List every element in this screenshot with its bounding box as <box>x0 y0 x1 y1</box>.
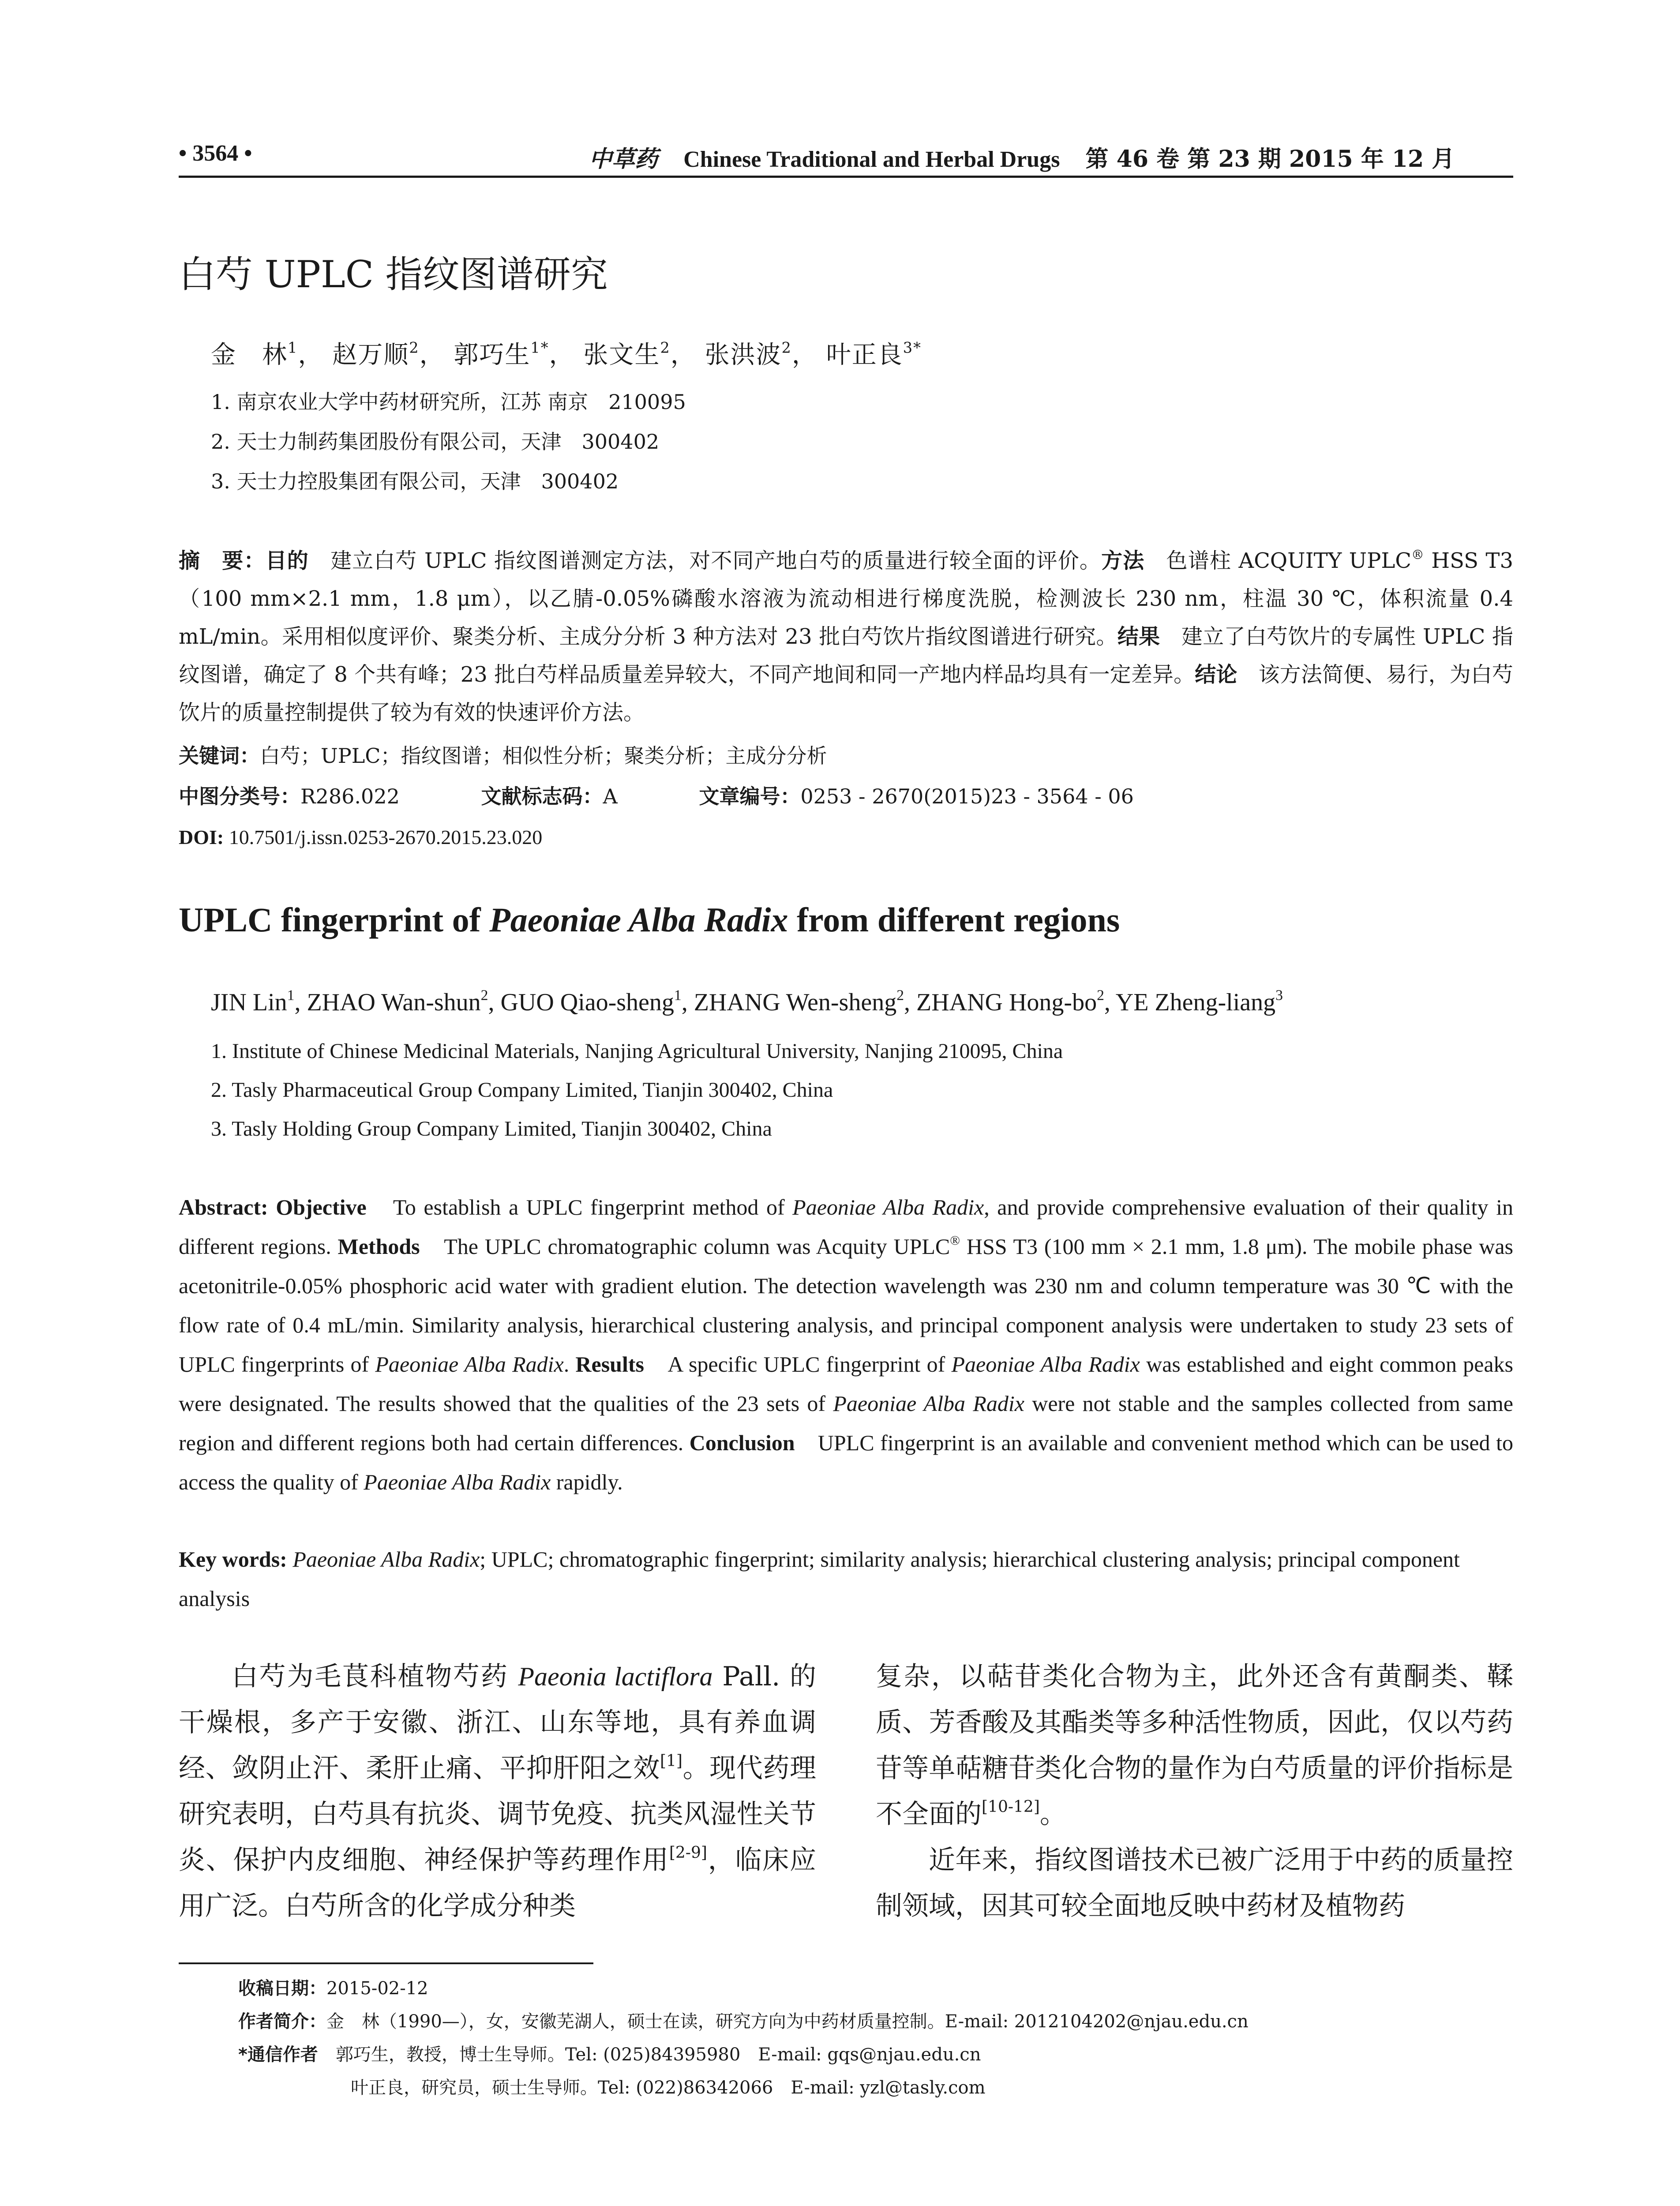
keywords-label: 关键词： <box>179 744 260 768</box>
page-number: • 3564 • <box>179 141 252 166</box>
results-text-cont: was established and eight common peaks were designated. The results showed that the qualities of the 23 sets of <box>179 1352 1513 1416</box>
corresponding-label: *通信作者 <box>238 2045 318 2065</box>
registered-mark: ® <box>1411 547 1424 562</box>
title-en-post: from different regions <box>788 900 1120 939</box>
methods-label: Methods <box>338 1234 420 1259</box>
conclusion-text-end: rapidly. <box>551 1470 623 1494</box>
methods-text-end: . <box>563 1352 576 1377</box>
article-no-label: 文章编号： <box>699 784 801 808</box>
footnote-received <box>238 1972 1249 2005</box>
paper-title-en <box>179 900 1120 940</box>
article-no-value: 0253 - 2670(2015)23 - 3564 - 06 <box>800 784 1134 808</box>
methods-text-cont: HSS T3（100 mm×2.1 mm，1.8 μm），以乙腈-0.05%磷酸水溶液为流动相进行梯度洗脱，检测波长 230 nm，柱温 30 ℃，体积流量 0.4 mL/min。采用相似度评价、聚类分析、主成分分析 3 种方法对 23 批白芍饮片指纹图谱进行研究。 <box>179 548 1513 649</box>
author-affiliation-mark: 1* <box>530 339 549 356</box>
keywords-row-cn <box>179 735 1513 776</box>
methods-text: The UPLC chromatographic column was Acquity UPLC <box>420 1234 950 1259</box>
title-en-species: Paeoniae Alba Radix <box>489 900 788 939</box>
affiliation-cn: 1. 南京农业大学中药材研究所，江苏 南京 210095 <box>211 390 686 414</box>
author-name: 叶正良 <box>826 341 903 369</box>
keywords-label-en: Key words: <box>179 1547 287 1572</box>
author-affiliation-mark: 2 <box>896 987 904 1004</box>
article-metadata-cn <box>179 735 1513 858</box>
objective-text: To establish a UPLC fingerprint method of <box>366 1195 793 1219</box>
results-text: 建立了白芍饮片的专属性 UPLC 指纹图谱，确定了 8 个共有峰；23 批白芍样品质量差异较大，不同产地间和同一产地内样品均具有一定差异。 <box>179 624 1513 687</box>
doi-row <box>179 817 1513 858</box>
footnotes <box>238 1972 1249 2105</box>
author-affiliation-mark: 2 <box>660 339 671 356</box>
conclusion-text: 该方法简便、易行，为白芍饮片的质量控制提供了较为有效的快速评价方法。 <box>179 662 1513 725</box>
author-name: 郭巧生 <box>454 341 531 369</box>
abstract-objective-label: Abstract: Objective <box>179 1195 367 1219</box>
author-name: ZHANG Hong-bo <box>916 989 1097 1016</box>
journal-name-en: Chinese Traditional and Herbal Drugs <box>683 147 1060 172</box>
author-name: YE Zheng-liang <box>1115 989 1276 1016</box>
body-paragraph: 近年来，指纹图谱技术已被广泛用于中药的质量控制领域，因其可较全面地反映中药材及植物药 <box>876 1845 1513 1921</box>
author-affiliation-mark: 1 <box>287 987 295 1004</box>
author-name: JIN Lin <box>211 989 287 1016</box>
results-label: Results <box>575 1352 644 1377</box>
footnote-author-bio <box>238 2005 1249 2038</box>
citation-ref[interactable]: [1] <box>660 1752 682 1770</box>
author-affiliation-mark: 3 <box>1275 987 1283 1004</box>
body-paragraph <box>876 1654 1513 1837</box>
species-name: Paeoniae Alba Radix <box>951 1352 1140 1377</box>
results-label: 结果 <box>1117 624 1160 649</box>
body-text: 。 <box>1039 1799 1066 1830</box>
doccode-label: 文献标志码： <box>481 784 603 808</box>
abstract-cn <box>179 542 1513 732</box>
body-text: 白芍为毛茛科植物芍药 <box>232 1661 518 1692</box>
methods-text: 色谱柱 ACQUITY UPLC <box>1144 548 1412 573</box>
author-name: 金 林 <box>211 341 288 369</box>
footnote-divider <box>179 1962 593 1964</box>
footnote-corresponding <box>238 2038 1249 2071</box>
results-text-end: were not stable and the samples collected from same region and different regions both had certain differences. <box>179 1391 1513 1455</box>
registered-mark: ® <box>950 1233 960 1248</box>
author-name: GUO Qiao-sheng <box>500 989 674 1016</box>
keywords-text-en: ; UPLC; chromatographic fingerprint; similarity analysis; hierarchical clustering analysis; principal component analysis <box>179 1547 1460 1611</box>
results-text: A specific UPLC fingerprint of <box>644 1352 952 1377</box>
conclusion-label: 结论 <box>1195 662 1238 687</box>
keywords-en <box>179 1540 1513 1618</box>
body-column-right <box>876 1654 1513 1929</box>
species-name: Paeonia lactiflora <box>518 1662 713 1691</box>
affiliation-en: 2. Tasly Pharmaceutical Group Company Limited, Tianjin 300402, China <box>211 1078 833 1102</box>
author-affiliation-mark: 1 <box>288 339 298 356</box>
body-text: Pall. 的干燥根，多产于安徽、浙江、山东等地，具有养血调经、敛阴止汗、柔肝止痛、平抑肝阳之效 <box>179 1661 817 1784</box>
citation-ref[interactable]: [2-9] <box>669 1843 707 1862</box>
clc-value: R286.022 <box>300 784 400 808</box>
affiliation-en: 1. Institute of Chinese Medicinal Materials, Nanjing Agricultural University, Nanjing 210095, China <box>211 1039 1063 1063</box>
methods-label: 方法 <box>1101 548 1145 573</box>
received-date: 2015-02-12 <box>326 1978 428 1999</box>
citation-ref[interactable]: [10-12] <box>982 1797 1040 1816</box>
author-name: ZHANG Wen-sheng <box>694 989 897 1016</box>
abstract-label: 摘 要： <box>179 548 266 573</box>
species-name: Paeoniae Alba Radix <box>792 1195 984 1219</box>
received-label: 收稿日期： <box>238 1978 326 1999</box>
author-name: 张文生 <box>583 341 660 369</box>
journal-line <box>589 140 1455 173</box>
bio-label: 作者简介： <box>238 2011 326 2032</box>
affiliation-en: 3. Tasly Holding Group Company Limited, Tianjin 300402, China <box>211 1117 772 1141</box>
author-affiliation-mark: 2 <box>1097 987 1104 1004</box>
author-affiliation-mark: 2 <box>781 339 792 356</box>
objective-text-cont: , and provide comprehensive evaluation of their quality in different regions. <box>179 1195 1513 1259</box>
objective-label: 目的 <box>265 548 309 573</box>
species-name: Paeoniae Alba Radix <box>375 1352 564 1377</box>
author-affiliation-mark: 3* <box>903 339 922 356</box>
paper-title-cn: 白芍 UPLC 指纹图谱研究 <box>179 253 608 296</box>
affiliation-cn: 3. 天士力控股集团有限公司，天津 300402 <box>211 469 619 493</box>
journal-name-cn: 中草药 <box>589 146 658 173</box>
footnote-corresponding-2: 叶正良，研究员，硕士生导师。Tel: (022)86342066 E-mail: yzl@tasly.com <box>351 2078 986 2098</box>
author-list-cn: 金 林$^1$， 赵万顺$^2$， 郭巧生$^{1*}$， 张文生$^2$， 张洪波$^2$， 叶正良$^{3*}$ <box>211 339 922 369</box>
conclusion-label: Conclusion <box>689 1430 795 1455</box>
body-text: 复杂，以萜苷类化合物为主，此外还含有黄酮类、鞣质、芳香酸及其酯类等多种活性物质，因此，仅以芍药苷等单萜糖苷类化合物的量作为白芍质量的评价指标是不全面的 <box>876 1661 1513 1830</box>
species-name: Paeoniae Alba Radix <box>287 1547 480 1572</box>
species-name: Paeoniae Alba Radix <box>833 1391 1024 1416</box>
body-text: ，临床应用广泛。白芍所含的化学成分种类 <box>179 1845 817 1921</box>
author-name: 张洪波 <box>705 341 782 369</box>
doccode-value: A <box>603 784 618 808</box>
classification-row <box>179 776 1513 817</box>
author-list-en: JIN Lin$^1$, ZHAO Wan-shun$^2$, GUO Qiao-sheng$^1$, ZHANG Wen-sheng$^2$, ZHANG Hong-$bo^2$, YE Zheng-liang$^3$ <box>211 987 1283 1016</box>
abstract-en <box>179 1188 1513 1502</box>
title-en-pre: UPLC fingerprint of <box>179 900 490 939</box>
author-name: ZHAO Wan-shun <box>307 989 481 1016</box>
running-header <box>179 140 1513 178</box>
author-name: 赵万顺 <box>332 341 409 369</box>
author-affiliation-mark: 2 <box>480 987 488 1004</box>
author-affiliation-mark: 1 <box>674 987 682 1004</box>
keywords-text: 白芍；UPLC；指纹图谱；相似性分析；聚类分析；主成分分析 <box>260 744 827 768</box>
objective-text: 建立白芍 UPLC 指纹图谱测定方法，对不同产地白芍的质量进行较全面的评价。 <box>308 548 1102 573</box>
body-column-left <box>179 1654 816 1929</box>
bio-text: 金 林（1990—），女，安徽芜湖人，硕士在读，研究方向为中药材质量控制。E-mail: 2012104202@njau.edu.cn <box>326 2011 1249 2032</box>
species-name: Paeoniae Alba Radix <box>364 1470 551 1494</box>
doi-label: DOI: <box>179 826 224 848</box>
doi-link[interactable]: 10.7501/j.issn.0253-2670.2015.23.020 <box>224 826 543 848</box>
methods-text-cont: HSS T3 (100 mm × 2.1 mm, 1.8 μm). The mobile phase was acetonitrile-0.05% phosphoric acid water with gradient elution. The detection wavelength was 230 nm and column temperature was 30 ℃ with the flow rate of 0.4 mL/min. Similarity analysis, hierarchical clustering analysis, and principal component analysis were undertaken to study 23 sets of UPLC fingerprints of <box>179 1234 1513 1377</box>
clc-label: 中图分类号： <box>179 784 300 808</box>
corresponding-author-1: 郭巧生，教授，博士生导师。Tel: (025)84395980 E-mail: gqs@njau.edu.cn <box>318 2045 981 2065</box>
issue-info: 第 46 卷 第 23 期 2015 年 12 月 <box>1085 146 1455 173</box>
affiliation-cn: 2. 天士力制药集团股份有限公司，天津 300402 <box>211 430 660 454</box>
author-affiliation-mark: 2 <box>409 339 420 356</box>
conclusion-text: UPLC fingerprint is an available and convenient method which can be used to access the quality of <box>179 1430 1513 1494</box>
body-text: 。现代药理研究表明，白芍具有抗炎、调节免疫、抗类风湿性关节炎、保护内皮细胞、神经保护等药理作用 <box>179 1753 817 1876</box>
